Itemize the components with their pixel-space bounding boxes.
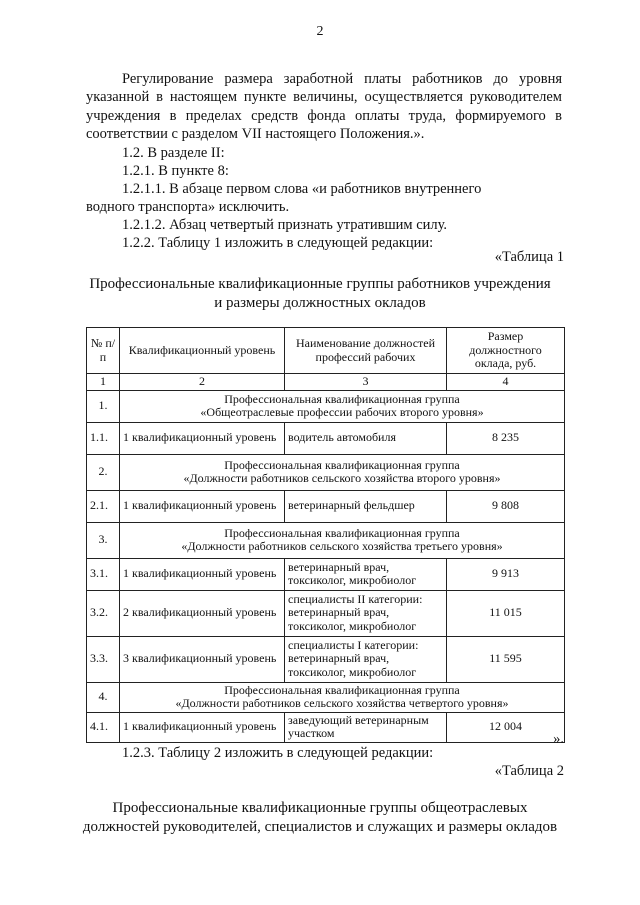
row-salary: 11 595 <box>447 636 565 682</box>
row-positions: ветеринарный фельдшер <box>285 490 447 522</box>
group-title <box>120 454 565 490</box>
row-level: 1 квалификационный уровень <box>120 422 285 454</box>
group-title-line1: Профессиональная квалификационная группа <box>224 457 460 472</box>
table-column-numbers-row <box>87 374 565 391</box>
row-level: 1 квалификационный уровень <box>120 558 285 590</box>
col-number: 3 <box>285 374 447 391</box>
table-row <box>87 422 565 454</box>
table-row <box>87 712 565 742</box>
group-row <box>87 682 565 712</box>
row-positions: ветеринарный врач, токсиколог, микробиолог <box>285 558 447 590</box>
group-num: 2. <box>87 454 120 490</box>
row-level: 3 квалификационный уровень <box>120 636 285 682</box>
table2-label: «Таблица 2 <box>494 763 564 779</box>
group-row <box>87 522 565 558</box>
header-positions: Наименование должностей профессий рабочих <box>285 328 447 374</box>
table-row <box>87 636 565 682</box>
row-salary: 9 913 <box>447 558 565 590</box>
group-title <box>120 390 565 422</box>
group-title-line1: Профессиональная квалификационная группа <box>224 682 460 697</box>
closing-mark: ». <box>553 731 564 747</box>
row-num: 4.1. <box>87 712 120 742</box>
item-1-2: 1.2. В разделе II: <box>122 145 225 161</box>
table2-caption <box>70 799 570 837</box>
row-salary: 9 808 <box>447 490 565 522</box>
row-positions: специалисты I категории: ветеринарный врач, токсиколог, микробиолог <box>285 636 447 682</box>
table-row <box>87 558 565 590</box>
row-num: 2.1. <box>87 490 120 522</box>
group-row <box>87 390 565 422</box>
group-title-line1: Профессиональная квалификационная группа <box>224 525 460 540</box>
group-title-line2: «Должности работников сельского хозяйства второго уровня» <box>183 471 501 485</box>
group-num: 4. <box>87 682 120 712</box>
page-number: 2 <box>316 24 324 39</box>
table1-caption-line2: и размеры должностных окладов <box>214 295 426 311</box>
group-title-line1: Профессиональная квалификационная группа <box>224 391 460 406</box>
col-number: 2 <box>120 374 285 391</box>
row-num: 3.1. <box>87 558 120 590</box>
intro-paragraph: Регулирование размера заработной платы работников до уровня указанной в настоящем пункте величины, осуществляется руководителем учреждения в пределах средств фонда оплаты труда, формируемого в соответствии с разделом VII настоящего Положения.». <box>86 71 562 142</box>
group-title-line2: «Должности работников сельского хозяйства четвертого уровня» <box>175 696 509 710</box>
table1-caption-line1: Профессиональные квалификационные группы работников учреждения <box>89 276 551 292</box>
item-1-2-1-1-line2: водного транспорта» исключить. <box>86 199 290 215</box>
header-num: № п/п <box>87 328 120 374</box>
col-number: 1 <box>87 374 120 391</box>
row-num: 1.1. <box>87 422 120 454</box>
group-title-line2: «Общеотраслевые профессии рабочих второго уровня» <box>200 405 484 419</box>
row-level: 1 квалификационный уровень <box>120 712 285 742</box>
group-row <box>87 454 565 490</box>
row-salary: 11 015 <box>447 590 565 636</box>
item-1-2-3: 1.2.3. Таблицу 2 изложить в следующей редакции: <box>122 745 434 761</box>
header-level: Квалификационный уровень <box>120 328 285 374</box>
qualification-table <box>86 327 565 743</box>
row-positions: заведующий ветеринарным участком <box>285 712 447 742</box>
table2-caption-line1: Профессиональные квалификационные группы общеотраслевых <box>112 800 528 816</box>
row-level: 2 квалификационный уровень <box>120 590 285 636</box>
row-salary: 8 235 <box>447 422 565 454</box>
row-salary: 12 004 <box>447 712 565 742</box>
group-title <box>120 682 565 712</box>
row-level: 1 квалификационный уровень <box>120 490 285 522</box>
group-title <box>120 522 565 558</box>
row-positions: водитель автомобиля <box>285 422 447 454</box>
table-row <box>87 490 565 522</box>
row-num: 3.2. <box>87 590 120 636</box>
table1-label: «Таблица 1 <box>494 249 564 265</box>
table2-caption-line2: должностей руководителей, специалистов и служащих и размеры окладов <box>82 819 558 835</box>
item-1-2-1-2: 1.2.1.2. Абзац четвертый признать утратившим силу. <box>122 217 448 233</box>
table1-caption <box>70 275 570 313</box>
col-number: 4 <box>447 374 565 391</box>
group-title-line2: «Должности работников сельского хозяйства третьего уровня» <box>181 539 503 553</box>
table-header-row <box>87 328 565 374</box>
group-num: 3. <box>87 522 120 558</box>
item-1-2-1: 1.2.1. В пункте 8: <box>122 163 229 179</box>
header-salary: Размер должностного оклада, руб. <box>447 328 565 374</box>
row-num: 3.3. <box>87 636 120 682</box>
group-num: 1. <box>87 390 120 422</box>
table-row <box>87 590 565 636</box>
row-positions: специалисты II категории: ветеринарный врач, токсиколог, микробиолог <box>285 590 447 636</box>
item-1-2-2: 1.2.2. Таблицу 1 изложить в следующей редакции: <box>122 235 434 251</box>
item-1-2-1-1-line1: 1.2.1.1. В абзаце первом слова «и работников внутреннего <box>122 181 482 197</box>
